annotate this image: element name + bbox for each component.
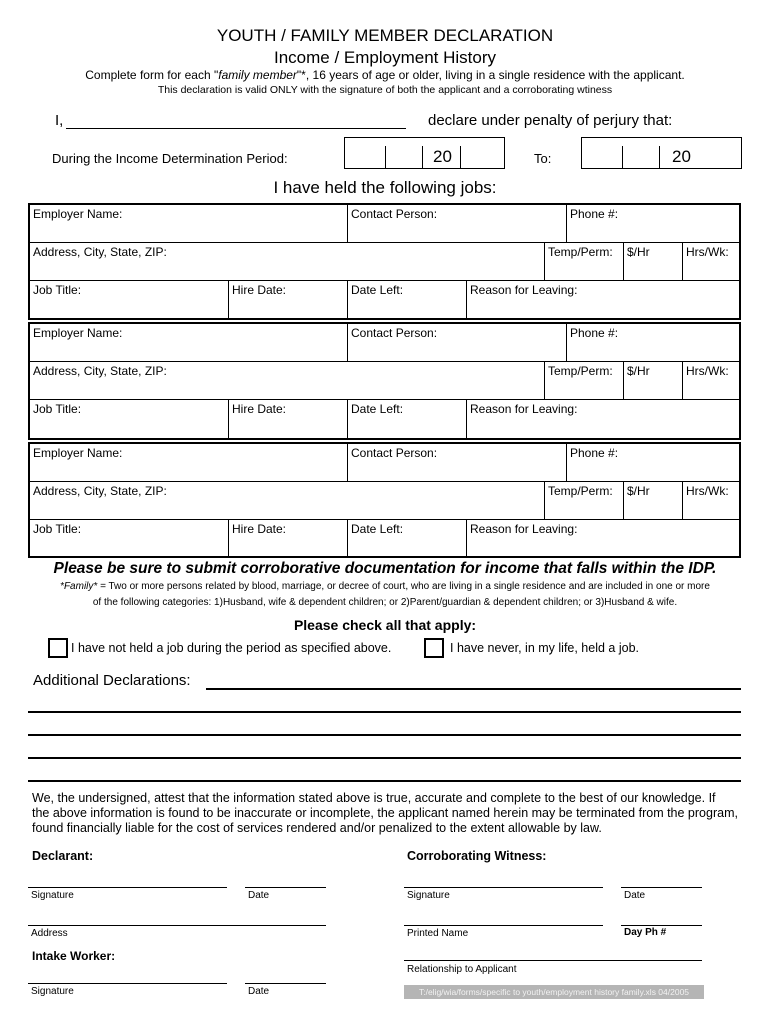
address-field[interactable]: Address, City, State, ZIP: <box>33 484 167 498</box>
employer-name-field[interactable]: Employer Name: <box>33 207 123 221</box>
period-label: During the Income Determination Period: <box>52 151 288 166</box>
address-field[interactable]: Address, City, State, ZIP: <box>33 245 167 259</box>
to-year-prefix: 20 <box>672 147 691 166</box>
period-from-field[interactable] <box>344 137 505 169</box>
additional-line-5[interactable] <box>28 780 741 782</box>
hire-date-field[interactable]: Hire Date: <box>228 400 347 438</box>
no-job-period-checkbox[interactable] <box>48 638 68 658</box>
from-year-prefix: 20 <box>433 147 452 166</box>
reason-leaving-field[interactable]: Reason for Leaving: <box>466 520 739 558</box>
phone-field[interactable]: Phone #: <box>566 205 739 242</box>
witness-heading: Corroborating Witness: <box>407 849 547 863</box>
hire-date-field[interactable]: Hire Date: <box>228 281 347 319</box>
jobs-heading: I have held the following jobs: <box>273 178 497 197</box>
declarant-signature-caption: Signature <box>31 890 74 901</box>
check-heading: Please check all that apply: <box>293 617 477 633</box>
address-field[interactable]: Address, City, State, ZIP: <box>33 364 167 378</box>
no-job-period-label: I have not held a job during the period as specified above. <box>71 641 392 655</box>
declarant-address-caption: Address <box>31 928 68 939</box>
rate-field[interactable]: $/Hr <box>623 362 682 399</box>
temp-perm-field[interactable]: Temp/Perm: <box>544 362 623 399</box>
attest-line-2: the above information is found to be inaccurate or incomplete, the applicant named herein may be terminated from the program, <box>32 806 738 820</box>
temp-perm-field[interactable]: Temp/Perm: <box>544 482 623 519</box>
contact-person-field[interactable]: Contact Person: <box>347 444 566 481</box>
declarant-date-line[interactable] <box>245 887 326 888</box>
declarant-date-caption: Date <box>248 890 270 901</box>
documentation-notice: Please be sure to submit corroborative documentation for income that falls within the IDP. <box>53 560 717 577</box>
date-left-field[interactable]: Date Left: <box>347 400 466 438</box>
hours-field[interactable]: Hrs/Wk: <box>682 482 739 519</box>
witness-phone-caption: Day Ph # <box>624 927 667 938</box>
additional-declarations-label: Additional Declarations: <box>33 672 191 689</box>
employer-name-field[interactable]: Employer Name: <box>33 326 123 340</box>
relationship-line[interactable] <box>404 960 702 961</box>
witness-signature-caption: Signature <box>407 890 450 901</box>
witness-printed-name-line[interactable] <box>404 925 603 926</box>
phone-field[interactable]: Phone #: <box>566 444 739 481</box>
intake-date-line[interactable] <box>245 983 326 984</box>
phone-field[interactable]: Phone #: <box>566 324 739 361</box>
additional-line-1[interactable] <box>206 688 741 690</box>
family-definition-2: of the following categories: 1)Husband, wife & dependent children; or 2)Parent/guardian & dependent children; or 3)Husband & wife. <box>92 597 678 608</box>
form-title: YOUTH / FAMILY MEMBER DECLARATION <box>216 26 554 45</box>
instruction-line-2: This declaration is valid ONLY with the signature of both the applicant and a corroborating wtiness <box>157 84 613 96</box>
to-label: To: <box>534 151 552 166</box>
period-to-field[interactable] <box>581 137 742 169</box>
employer-name-field[interactable]: Employer Name: <box>33 446 123 460</box>
rate-field[interactable]: $/Hr <box>623 243 682 280</box>
witness-date-line[interactable] <box>621 887 702 888</box>
contact-person-field[interactable]: Contact Person: <box>347 205 566 242</box>
hire-date-field[interactable]: Hire Date: <box>228 520 347 558</box>
declarant-address-line[interactable] <box>28 925 326 926</box>
declarant-name-field[interactable] <box>66 128 406 129</box>
date-left-field[interactable]: Date Left: <box>347 281 466 319</box>
witness-signature-line[interactable] <box>404 887 603 888</box>
job-block-3 <box>28 442 741 558</box>
job-title-field[interactable]: Job Title: <box>33 283 82 297</box>
perjury-statement: declare under penalty of perjury that: <box>428 112 673 129</box>
hours-field[interactable]: Hrs/Wk: <box>682 243 739 280</box>
witness-phone-line[interactable] <box>621 925 702 926</box>
instruction-line-1: Complete form for each "family member"*, 16 years of age or older, living in a single residence with the applicant. <box>85 68 685 82</box>
reason-leaving-field[interactable]: Reason for Leaving: <box>466 400 739 438</box>
intake-date-caption: Date <box>248 986 270 997</box>
footer-file-path: T:/elig/wia/forms/specific to youth/employment history family.xls 04/2005 <box>404 985 704 999</box>
declarant-heading: Declarant: <box>32 849 94 863</box>
never-held-job-checkbox[interactable] <box>424 638 444 658</box>
job-block-2 <box>28 322 741 440</box>
additional-line-2[interactable] <box>28 711 741 713</box>
rate-field[interactable]: $/Hr <box>623 482 682 519</box>
relationship-caption: Relationship to Applicant <box>407 964 517 975</box>
additional-line-4[interactable] <box>28 757 741 759</box>
intake-signature-line[interactable] <box>28 983 227 984</box>
job-block-1 <box>28 203 741 320</box>
intake-worker-heading: Intake Worker: <box>32 949 116 963</box>
contact-person-field[interactable]: Contact Person: <box>347 324 566 361</box>
form-subtitle: Income / Employment History <box>273 48 496 67</box>
date-left-field[interactable]: Date Left: <box>347 520 466 558</box>
i-label: I, <box>55 112 64 129</box>
declarant-signature-line[interactable] <box>28 887 227 888</box>
job-title-field[interactable]: Job Title: <box>33 522 82 536</box>
attest-line-3: found financially liable for the cost of services rendered and/or penalized to the extent allowable by law. <box>32 821 602 835</box>
job-title-field[interactable]: Job Title: <box>33 402 82 416</box>
witness-date-caption: Date <box>624 890 646 901</box>
reason-leaving-field[interactable]: Reason for Leaving: <box>466 281 739 319</box>
hours-field[interactable]: Hrs/Wk: <box>682 362 739 399</box>
never-held-job-label: I have never, in my life, held a job. <box>450 641 639 655</box>
temp-perm-field[interactable]: Temp/Perm: <box>544 243 623 280</box>
additional-line-3[interactable] <box>28 734 741 736</box>
witness-printed-name-caption: Printed Name <box>407 928 469 939</box>
intake-signature-caption: Signature <box>31 986 74 997</box>
family-definition-1: *Family* = Two or more persons related by blood, marriage, or decree of court, who are living in a single residence and are included in one or more <box>60 581 710 592</box>
attest-line-1: We, the undersigned, attest that the information stated above is true, accurate and complete to the best of our knowledge. If <box>32 791 716 805</box>
